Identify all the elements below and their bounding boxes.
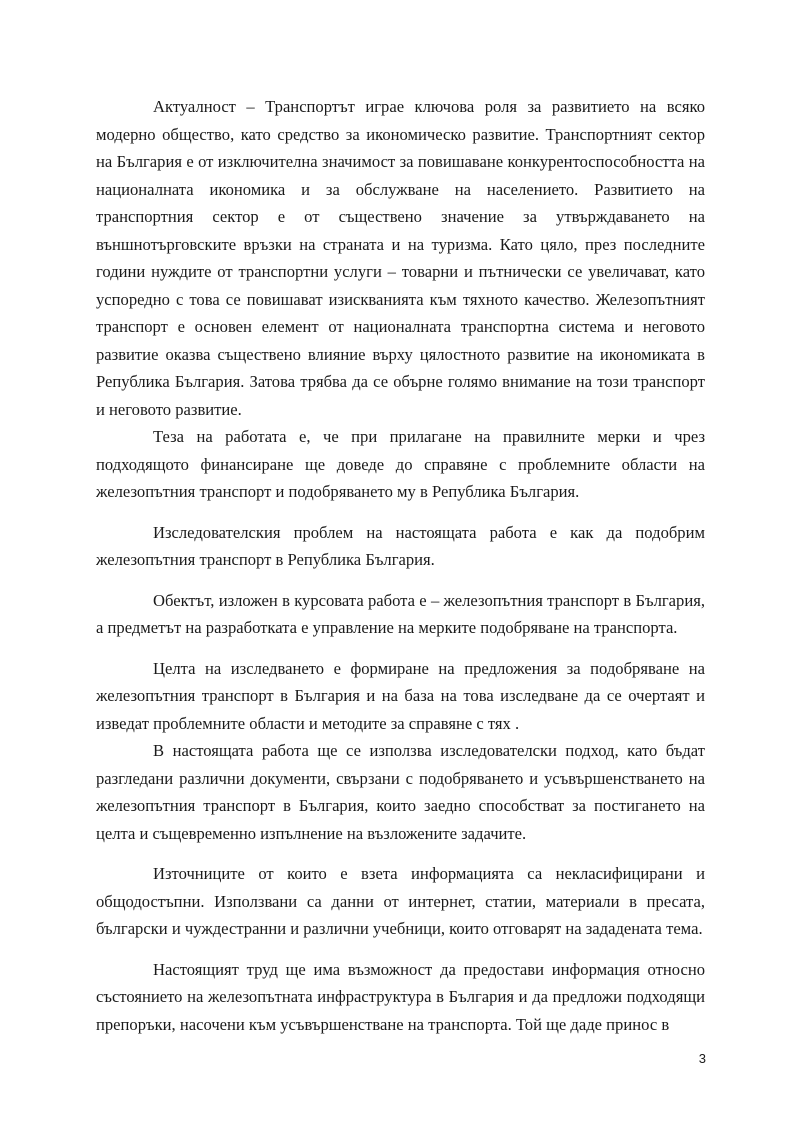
paragraph-approach: В настоящата работа ще се използва изследователски подход, като бъдат разгледани различни документи, свързани с подобряването и усъвършенстването на железопътния транспорт в България, които заедно способстват за постигането на целта и същевременно изпълнение на възложените задачите. (96, 741, 705, 843)
paragraph-sources: Източниците от които е взета информацията са некласифицирани и общодостъпни. Използвани са данни от интернет, статии, материали в пресата, български и чуждестранни и различни учебници, които отговарят на зададената тема. (96, 864, 705, 938)
paragraph-contribution: Настоящият труд ще има възможност да предостави информация относно състоянието на железопътната инфраструктура в България и да предложи подходящи препоръки, насочени към усъвършенстване на транспорта. Той ще даде принос в (96, 959, 705, 1034)
paragraph-research-problem: Изследователския проблем на настоящата работа е как да подобрим железопътния транспорт в Република България. (96, 522, 705, 569)
paragraph-object-subject: Обектът, изложен в курсовата работа е – железопътния транспорт в България, а предметът на разработката е управление на мерките подобряване на транспорта. (96, 590, 705, 637)
paragraph-goal: Целта на изследването е формиране на предложения за подобряване на железопътния транспорт в България и на база на това изследване да се очертаят и изведат проблемните области и методите за справяне с тях . (96, 658, 705, 733)
paragraph-relevance: Актуалност – Транспортът играе ключова роля за развитието на всяко модерно общество, като средство за икономическо развитие. Транспортният сектор на България е от изключителна значимост за повишаване конкурентоспособността на националната икономика и за обслужване на населението. Развитието на транспортния сектор е от съществено значение за утвърждаването на външнотърговските връзки на страната и на туризма. Като цяло, през последните години нуждите от транспортни услуги – товарни и пътнически се увеличават, като успоредно с това се повишават изискванията към тяхното качество. Железопътният транспорт е основен елемент от националната транспортна система и неговото развитие оказва съществено влияние върху цялостното развитие на икономиката в Република България. Затова трябва да се обърне голямо внимание на този транспорт и неговото развитие. (96, 97, 705, 419)
body-text (96, 93, 705, 1038)
paragraph-thesis: Теза на работата е, че при прилагане на правилните мерки и чрез подходящото финансиране ще доведе до справяне с проблемните области на железопътния транспорт и подобряването му в Република България. (96, 427, 705, 501)
page-number: 3 (698, 1051, 706, 1066)
